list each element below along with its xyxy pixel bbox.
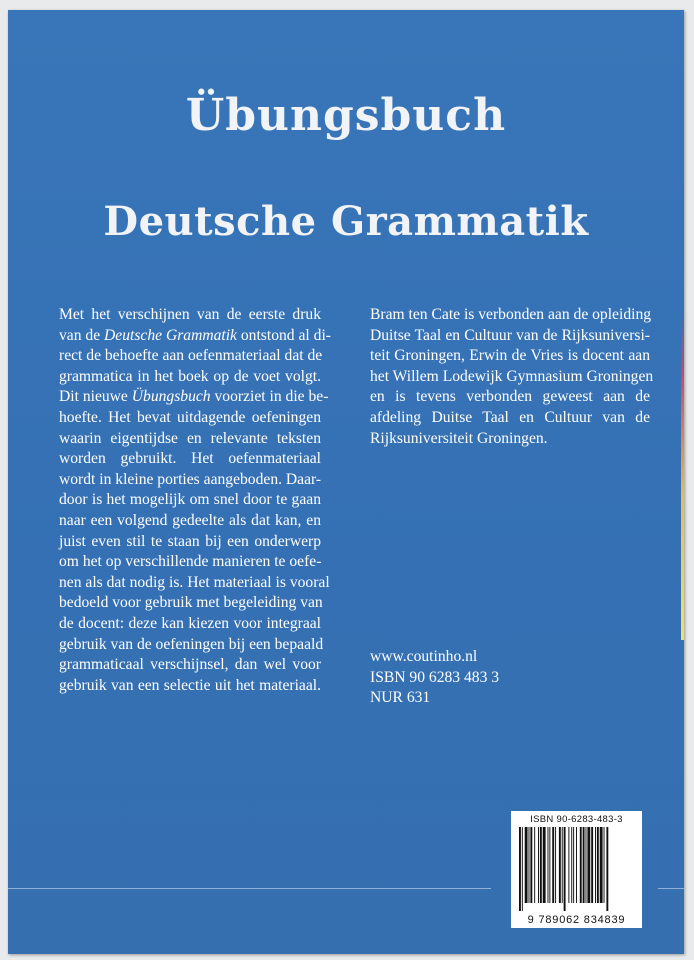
- description-column: [59, 305, 331, 696]
- book-title-italic: Übungsbuch: [131, 388, 211, 406]
- book-title-italic: Deutsche Grammatik: [104, 326, 237, 344]
- text-line: Dit nieuwe Übungsbuch voorziet in die be-: [59, 388, 329, 406]
- text-line: hoefte. Het bevat uitdagende oefeningen: [59, 408, 321, 426]
- barcode-isbn-label: ISBN 90-6283-483-3: [530, 814, 623, 825]
- bio-line: afdeling Duitse Taal en Cultuur van de: [370, 408, 650, 426]
- text-line: waarin eigentijdse en relevante teksten: [59, 429, 321, 447]
- barcode-bar: [580, 827, 582, 903]
- text-line: rect de behoefte aan oefenmateriaal dat de: [59, 347, 323, 365]
- text-line: naar een volgend gedeelte als dat kan, en: [59, 511, 321, 529]
- barcode-bar: [604, 827, 605, 903]
- bio-line: Bram ten Cate is verbonden aan de opleiding: [370, 306, 652, 323]
- barcode-bars: [519, 827, 634, 911]
- spine-color-edge: [681, 310, 684, 640]
- barcode-bar: [529, 827, 530, 903]
- barcode-bar: [525, 827, 528, 903]
- text-line: bedoeld voor gebruik met begeleiding van: [59, 594, 323, 612]
- barcode-bar: [538, 827, 539, 903]
- isbn-text: ISBN 90 6283 483 3: [370, 668, 500, 686]
- barcode-bar: [519, 827, 521, 911]
- bio-line: Rijksuniversiteit Groningen.: [370, 429, 548, 447]
- publisher-info: [370, 647, 499, 709]
- barcode-bar: [555, 827, 556, 903]
- text-line: grammatica in het boek op de voet volgt.: [59, 367, 321, 385]
- text-line: Met het verschijnen van de eerste druk: [59, 306, 321, 323]
- barcode-bar: [586, 827, 587, 903]
- nur-code: NUR 631: [370, 689, 431, 707]
- barcode-bar: [576, 827, 577, 903]
- barcode-bar: [573, 827, 574, 903]
- barcode-bar: [583, 827, 585, 903]
- title-ubungsbuch: Übungsbuch: [185, 90, 507, 141]
- divider-line: [8, 888, 491, 889]
- barcode-bar: [522, 827, 523, 911]
- barcode-bar: [552, 827, 554, 903]
- barcode-bar: [534, 827, 535, 903]
- text-line: worden gebruikt. Het oefenmateriaal: [59, 450, 321, 468]
- divider-line-right: [658, 888, 684, 889]
- bio-line: het Willem Lodewijk Gymnasium Groningen: [370, 367, 654, 385]
- text-line: om het op verschillende manieren te oefe-: [59, 553, 322, 571]
- text-line: juist even stil te staan bij een onderwerp: [59, 532, 321, 550]
- text-line: de docent: deze kan kiezen voor integraal: [59, 614, 321, 632]
- barcode-bar: [562, 827, 563, 903]
- bio-line: Duitse Taal en Cultuur van de Rijksuniversi-: [370, 326, 650, 344]
- text-line: gebruik van een selectie uit het materiaal.: [59, 676, 321, 694]
- barcode-bar: [595, 827, 596, 903]
- barcode-bar: [543, 827, 546, 903]
- author-column: [370, 305, 654, 707]
- text-line: grammaticaal verschijnsel, dan wel voor: [59, 656, 321, 674]
- publisher-website: www.coutinho.nl: [370, 648, 478, 665]
- text-line: nen als dat nodig is. Het materiaal is vooral: [59, 573, 330, 591]
- barcode-bar: [606, 827, 608, 911]
- text-line: wordt in kleine porties aangeboden. Daar-: [59, 470, 322, 488]
- isbn-barcode: [511, 811, 642, 928]
- barcode-bar: [530, 827, 532, 903]
- text-line: door is het mogelijk om snel door te gaan: [59, 491, 321, 509]
- bio-line: en is tevens verbonden geweest aan de: [370, 388, 650, 406]
- barcode-bar: [568, 827, 569, 903]
- barcode-bar: [549, 827, 550, 903]
- barcode-bar: [571, 827, 572, 903]
- bio-line: teit Groningen, Erwin de Vries is docent aan: [370, 347, 650, 365]
- barcode-bar: [587, 827, 590, 903]
- barcode-bar: [591, 827, 593, 903]
- barcode-bar: [600, 827, 603, 903]
- text-line: van de Deutsche Grammatik ontstond al di-: [59, 326, 331, 344]
- barcode-bar: [559, 827, 561, 903]
- barcode-bar: [548, 827, 549, 903]
- barcode-bar: [597, 827, 599, 903]
- barcode-ean-number: 9 789062 834839: [527, 914, 626, 926]
- title-deutsche-grammatik: Deutsche Grammatik: [103, 198, 589, 245]
- barcode-bar: [564, 827, 566, 911]
- text-line: gebruik van de oefeningen bij een bepaald: [59, 635, 324, 653]
- barcode-bar: [540, 827, 542, 903]
